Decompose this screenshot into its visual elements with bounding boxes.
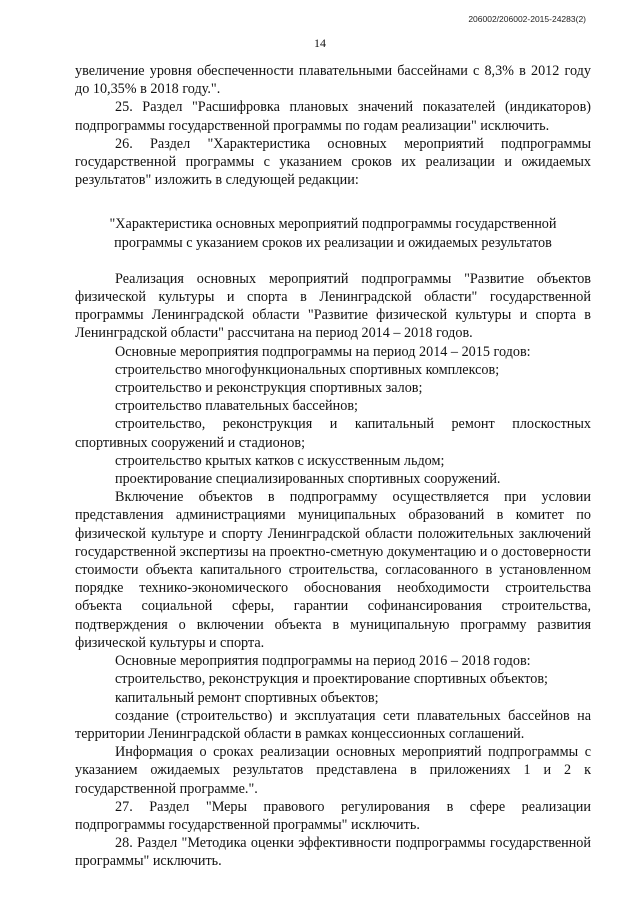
section-heading: "Характеристика основных мероприятий подпрограммы государственной программы с указанием сроков их реализации и ожидаемых результатов (109, 216, 557, 251)
list-item: строительство многофункциональных спортивных комплексов; (115, 361, 500, 378)
paragraph: Основные мероприятия подпрограммы на период 2016 – 2018 годов: (115, 653, 531, 670)
list-item: строительство плавательных бассейнов; (115, 398, 358, 415)
paragraph: 25. Раздел "Расшифровка плановых значений показателей (индикаторов) подпрограммы государственной программы по годам реализации" исключить. (75, 99, 591, 134)
paragraph: 27. Раздел "Меры правового регулирования в сфере реализации подпрограммы государственной программы" исключить. (75, 798, 591, 833)
list-item: строительство, реконструкция и проектирование спортивных объектов; (115, 671, 548, 688)
paragraph: 26. Раздел "Характеристика основных мероприятий подпрограммы государственной программы с указанием сроков их реализации и ожидаемых результатов" изложить в следующей редакции: (75, 135, 591, 189)
list-item: строительство и реконструкция спортивных залов; (115, 380, 423, 397)
paragraph: 28. Раздел "Методика оценки эффективности подпрограммы государственной программы" исключить. (75, 835, 591, 870)
document-body (75, 62, 591, 871)
paragraph: Основные мероприятия подпрограммы на период 2014 – 2015 годов: (115, 343, 531, 360)
paragraph: Информация о сроках реализации основных мероприятий подпрограммы с указанием ожидаемых результатов представлена в приложениях 1 и 2 к государственной программе.". (75, 744, 591, 797)
paragraph: Включение объектов в подпрограмму осуществляется при условии представления администрациями муниципальных образований в комитет по физической культуре и спорту Ленинградской области положительных заключений государственной экспертизы на проектно-сметную документацию и о достоверности стоимости объекта капитального строительства, согласованного в установленном порядке технико-экономического обоснования необходимости строительства объекта социальной сферы, гарантии софинансирования строительства, подтверждения о включении объекта в муниципальную программу развития физической культуры и спорта. (75, 489, 591, 651)
paragraph: увеличение уровня обеспеченности плавательными бассейнами с 8,3% в 2012 году до 10,35% в 2018 году.". (75, 63, 591, 98)
list-item: строительство, реконструкция и капитальный ремонт плоскостных спортивных сооружений и стадионов; (75, 416, 591, 451)
list-item: проектирование специализированных спортивных сооружений. (115, 471, 501, 488)
list-item: создание (строительство) и эксплуатация сети плавательных бассейнов на территории Ленинградской области в рамках концессионных соглашений. (75, 707, 591, 742)
page-number: 14 (314, 36, 326, 50)
list-item: капитальный ремонт спортивных объектов; (115, 689, 379, 706)
paragraph: Реализация основных мероприятий подпрограммы "Развитие объектов физической культуры и спорта в Ленинградской области" государственной программы Ленинградской области "Развитие физической культуры и спорта в Ленинградской области" рассчитана на период 2014 – 2018 годов. (75, 270, 591, 342)
list-item: строительство крытых катков с искусственным льдом; (115, 452, 445, 469)
document-id: 206002/206002-2015-24283(2) (468, 14, 586, 24)
